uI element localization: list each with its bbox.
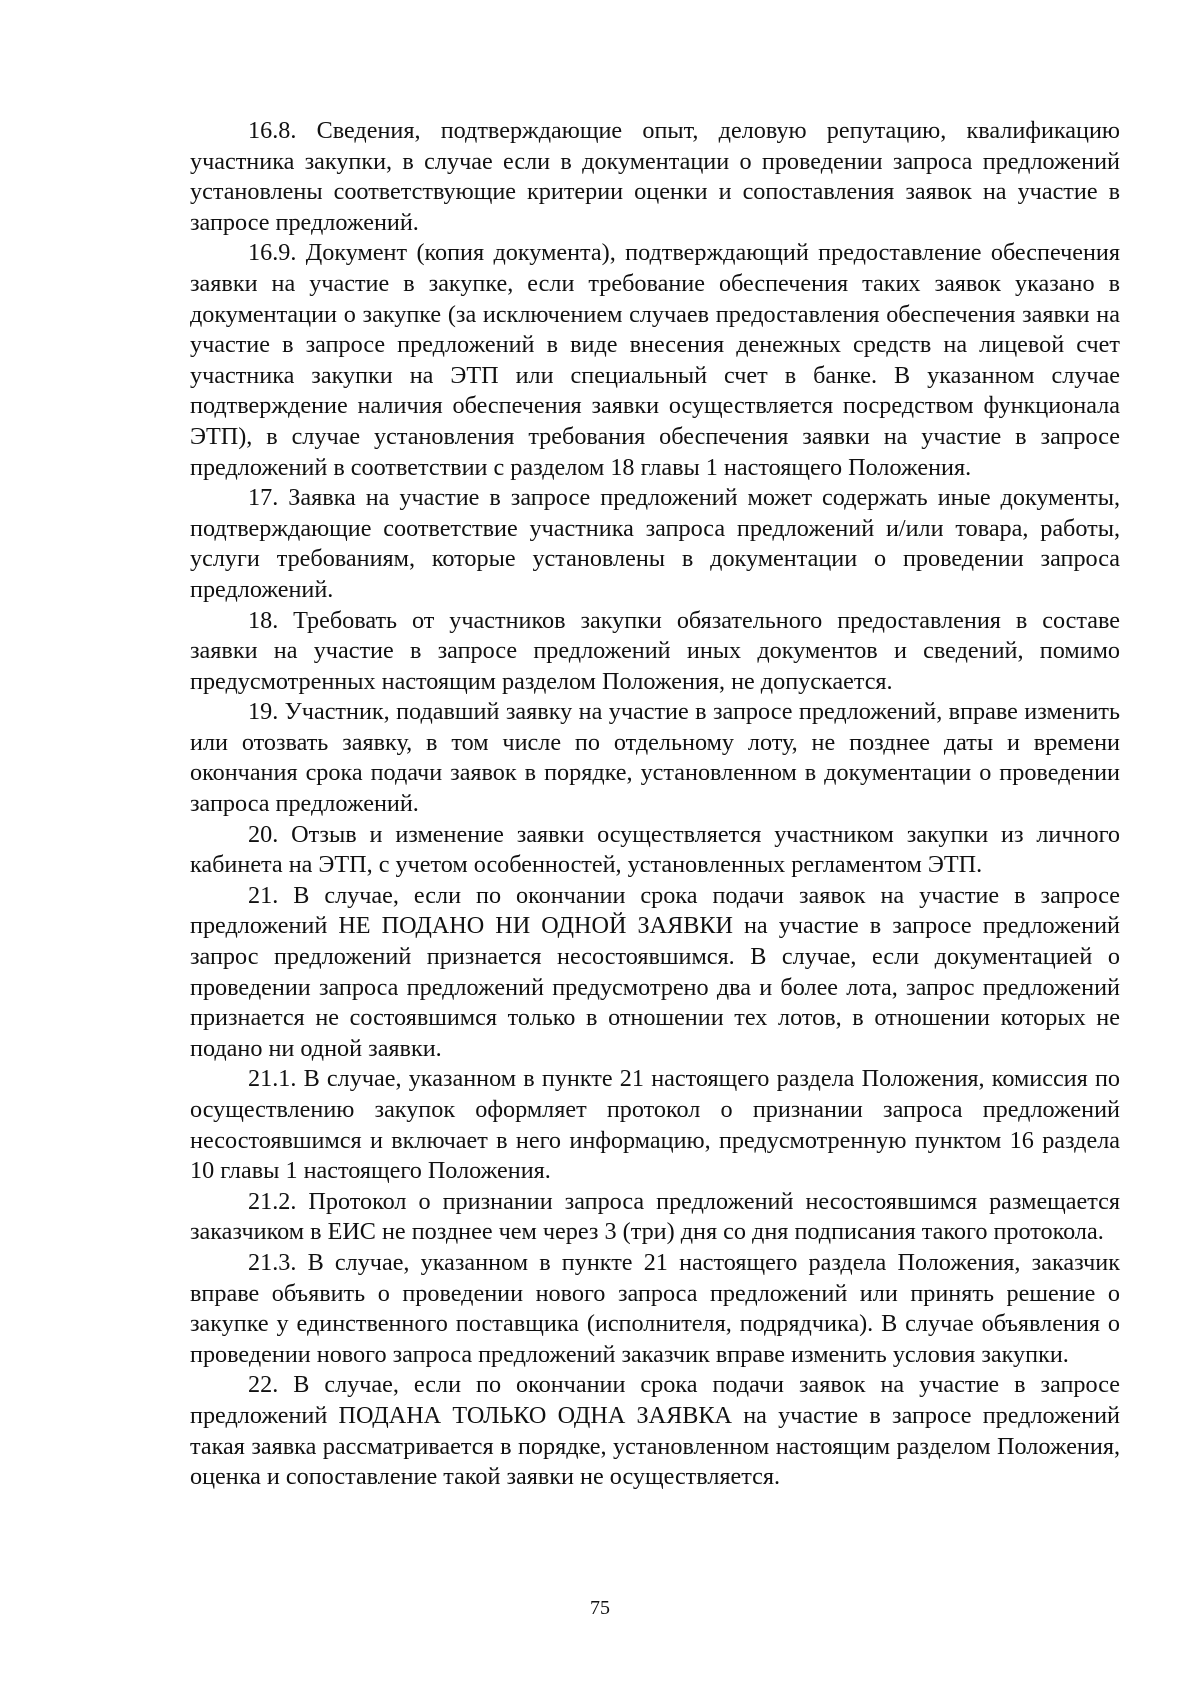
page-number: 75 xyxy=(590,1597,610,1619)
paragraph-19: 19. Участник, подавший заявку на участие в запросе предложений, вправе изменить или отозвать заявку, в том числе по отдельному лоту, не позднее даты и времени окончания срока подачи заявок в порядке, установленном в документации о проведении запроса предложений. xyxy=(190,698,1120,818)
paragraph-21-1: 21.1. В случае, указанном в пункте 21 настоящего раздела Положения, комиссия по осуществлению закупок оформляет протокол о признании запроса предложений несостоявшимся и включает в него информацию, предусмотренную пунктом 16 раздела 10 главы 1 настоящего Положения. xyxy=(190,1065,1120,1185)
paragraph-17: 17. Заявка на участие в запросе предложений может содержать иные документы, подтверждающие соответствие участника запроса предложений и/или товара, работы, услуги требованиям, которые установлены в документации о проведении запроса предложений. xyxy=(190,484,1120,603)
paragraph-21-2: 21.2. Протокол о признании запроса предложений несостоявшимся размещается заказчиком в ЕИС не позднее чем через 3 (три) дня со дня подписания такого протокола. xyxy=(190,1187,1120,1246)
paragraph-22: 22. В случае, если по окончании срока подачи заявок на участие в запросе предложений ПОДАНА ТОЛЬКО ОДНА ЗАЯВКА на участие в запросе предложений такая заявка рассматривается в порядке, установленном настоящим разделом Положения, оценка и сопоставление такой заявки не осуществляется. xyxy=(190,1371,1120,1491)
paragraph-21-3: 21.3. В случае, указанном в пункте 21 настоящего раздела Положения, заказчик вправе объявить о проведении нового запроса предложений или принять решение о закупке у единственного поставщика (исполнителя, подрядчика). В случае объявления о проведении нового запроса предложений заказчик вправе изменить условия закупки. xyxy=(190,1248,1120,1368)
document-body xyxy=(190,116,1120,1493)
paragraph-21: 21. В случае, если по окончании срока подачи заявок на участие в запросе предложений НЕ ПОДАНО НИ ОДНОЙ ЗАЯВКИ на участие в запросе предложений запрос предложений признается несостоявшимся. В случае, если документацией о проведении запроса предложений предусмотрено два и более лота, запрос предложений признается не состоявшимся только в отношении тех лотов, в отношении которых не подано ни одной заявки. xyxy=(190,881,1120,1062)
paragraph-18: 18. Требовать от участников закупки обязательного предоставления в составе заявки на участие в запросе предложений иных документов и сведений, помимо предусмотренных настоящим разделом Положения, не допускается. xyxy=(190,606,1120,695)
paragraph-16-8: 16.8. Сведения, подтверждающие опыт, деловую репутацию, квалификацию участника закупки, в случае если в документации о проведении запроса предложений установлены соответствующие критерии оценки и сопоставления заявок на участие в запросе предложений. xyxy=(190,117,1120,236)
paragraph-16-9: 16.9. Документ (копия документа), подтверждающий предоставление обеспечения заявки на участие в закупке, если требование обеспечения таких заявок указано в документации о закупке (за исключением случаев предоставления обеспечения заявки на участие в запросе предложений в виде внесения денежных средств на лицевой счет участника закупки на ЭТП или специальный счет в банке. В указанном случае подтверждение наличия обеспечения заявки осуществляется посредством функционала ЭТП), в случае установления требования обеспечения заявки на участие в запросе предложений в соответствии с разделом 18 главы 1 настоящего Положения. xyxy=(190,239,1120,481)
paragraph-20: 20. Отзыв и изменение заявки осуществляется участником закупки из личного кабинета на ЭТП, с учетом особенностей, установленных регламентом ЭТП. xyxy=(190,820,1120,879)
